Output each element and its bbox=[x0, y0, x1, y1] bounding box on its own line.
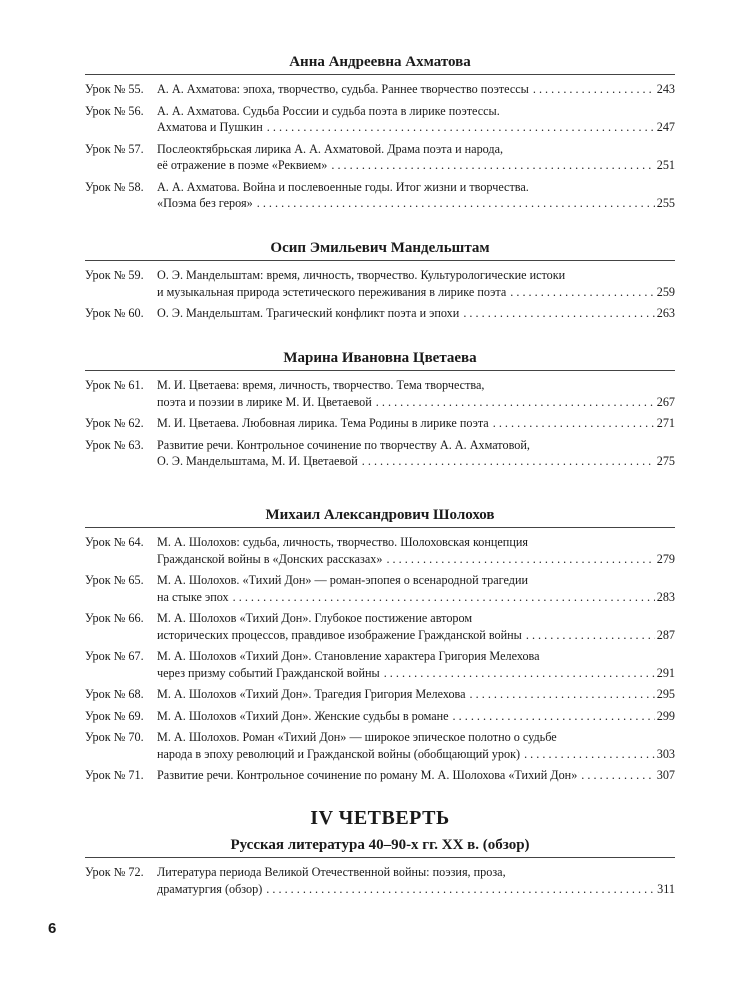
lesson-number: Урок № 66. bbox=[85, 611, 144, 625]
page-reference: 279 bbox=[656, 551, 675, 566]
toc-entry bbox=[85, 610, 675, 643]
toc-entry bbox=[85, 141, 675, 174]
lesson-number: Урок № 72. bbox=[85, 865, 144, 879]
lesson-title bbox=[157, 686, 675, 703]
toc-entry bbox=[85, 437, 675, 470]
dot-leader bbox=[489, 415, 655, 432]
section-title: Анна Андреевна Ахматова bbox=[289, 54, 471, 70]
entry-list bbox=[85, 74, 675, 212]
lesson-title-last-line bbox=[157, 551, 675, 568]
lesson-title-line: на стыке эпох bbox=[157, 589, 229, 604]
toc-entry bbox=[85, 81, 675, 98]
lesson-title bbox=[157, 572, 675, 605]
page-reference: 271 bbox=[656, 416, 675, 430]
dot-leader bbox=[253, 195, 655, 212]
toc-entry bbox=[85, 377, 675, 410]
toc-entry bbox=[85, 729, 675, 762]
lesson-number: Урок № 67. bbox=[85, 649, 144, 663]
page-reference: 251 bbox=[656, 158, 675, 172]
section-tsvetaeva bbox=[85, 346, 675, 503]
lesson-title-last-line bbox=[157, 686, 675, 703]
lesson-number: Урок № 60. bbox=[85, 306, 144, 320]
lesson-title bbox=[157, 305, 675, 322]
lesson-title-line: М. А. Шолохов «Тихий Дон». Трагедия Григория Мелехова bbox=[157, 687, 466, 701]
lesson-title-line: Развитие речи. Контрольное сочинение по творчеству А. А. Ахматовой, bbox=[157, 437, 530, 452]
dot-leader bbox=[466, 686, 655, 703]
lesson-title bbox=[157, 103, 675, 136]
lesson-number: Урок № 62. bbox=[85, 416, 144, 430]
dot-leader bbox=[529, 81, 655, 98]
lesson-title-line: О. Э. Мандельштам. Трагический конфликт поэта и эпохи bbox=[157, 306, 460, 320]
page-reference: 295 bbox=[656, 687, 675, 701]
page-reference: 275 bbox=[656, 454, 675, 468]
lesson-title-line: М. А. Шолохов «Тихий Дон». Женские судьбы в романе bbox=[157, 708, 449, 723]
toc-entry bbox=[85, 864, 675, 897]
lesson-title-line: Литература периода Великой Отечественной войны: поэзия, проза, bbox=[157, 865, 506, 879]
lesson-title-last-line bbox=[157, 119, 675, 136]
dot-leader bbox=[327, 157, 654, 174]
lesson-title-last-line bbox=[157, 627, 675, 644]
toc-entry bbox=[85, 103, 675, 136]
lesson-title-line: народа в эпоху революций и Гражданской войны (обобщающий урок) bbox=[157, 746, 521, 761]
lesson-title bbox=[157, 729, 675, 762]
lesson-title-last-line bbox=[157, 767, 675, 784]
entry-list bbox=[85, 857, 675, 897]
lesson-title-last-line bbox=[157, 157, 675, 174]
lesson-title-line: А. А. Ахматова: эпоха, творчество, судьба. Раннее творчество поэтессы bbox=[157, 82, 529, 96]
lesson-number: Урок № 71. bbox=[85, 768, 144, 782]
lesson-title-line: М. А. Шолохов: судьба, личность, творчество. Шолоховская концепция bbox=[157, 535, 528, 549]
toc-entry bbox=[85, 648, 675, 681]
lesson-title-last-line bbox=[157, 453, 675, 470]
lesson-title-last-line bbox=[157, 305, 675, 322]
lesson-title-last-line bbox=[157, 881, 675, 898]
lesson-number: Урок № 69. bbox=[85, 708, 144, 723]
lesson-title-line: М. А. Шолохов «Тихий Дон». Глубокое постижение автором bbox=[157, 611, 473, 625]
toc-entry bbox=[85, 534, 675, 567]
lesson-number: Урок № 63. bbox=[85, 437, 144, 452]
lesson-title-line: «Поэма без героя» bbox=[157, 196, 253, 210]
lesson-title bbox=[157, 534, 675, 567]
lesson-title bbox=[157, 437, 675, 470]
lesson-title-line: Послеоктябрьская лирика А. А. Ахматовой. Драма поэта и народа, bbox=[157, 141, 504, 156]
page-reference: 299 bbox=[656, 708, 675, 723]
lesson-title-line: через призму событий Гражданской войны bbox=[157, 665, 380, 680]
lesson-title-line: поэта и поэзии в лирике М. И. Цветаевой bbox=[157, 394, 372, 409]
dot-leader bbox=[229, 589, 655, 606]
lesson-title-line: О. Э. Мандельштам: время, личность, творчество. Культурологические истоки bbox=[157, 268, 566, 282]
lesson-number: Урок № 56. bbox=[85, 103, 144, 118]
entry-list bbox=[85, 370, 675, 470]
lesson-title-last-line bbox=[157, 708, 675, 725]
lesson-title-line: драматургия (обзор) bbox=[157, 881, 263, 896]
lesson-title bbox=[157, 141, 675, 174]
lesson-title-last-line bbox=[157, 81, 675, 98]
toc-entry bbox=[85, 305, 675, 322]
dot-leader bbox=[449, 708, 655, 725]
lesson-title-line: А. А. Ахматова. Судьба России и судьба поэта в лирике поэтессы. bbox=[157, 103, 500, 118]
lesson-number: Урок № 59. bbox=[85, 268, 144, 282]
page-reference: 311 bbox=[657, 881, 675, 896]
lesson-title-line: её отражение в поэме «Реквием» bbox=[157, 158, 328, 172]
quarter-title: IV ЧЕТВЕРТЬ bbox=[310, 807, 450, 829]
lesson-title-line: и музыкальная природа эстетического переживания в лирике поэта bbox=[157, 284, 507, 299]
dot-leader bbox=[506, 284, 654, 301]
lesson-title-last-line bbox=[157, 746, 675, 763]
lesson-title bbox=[157, 267, 675, 300]
dot-leader bbox=[577, 767, 654, 784]
toc-entry bbox=[85, 686, 675, 703]
page-reference: 263 bbox=[656, 306, 675, 320]
dot-leader bbox=[263, 119, 655, 136]
lesson-title-line: М. И. Цветаева. Любовная лирика. Тема Родины в лирике поэта bbox=[157, 416, 489, 430]
page-reference: 291 bbox=[656, 665, 675, 680]
lesson-number: Урок № 65. bbox=[85, 573, 144, 587]
section-title: Михаил Александрович Шолохов bbox=[265, 507, 495, 523]
toc-entry bbox=[85, 415, 675, 432]
page-reference: 287 bbox=[656, 627, 675, 642]
toc-entry bbox=[85, 708, 675, 725]
lesson-title bbox=[157, 377, 675, 410]
quarter-iv bbox=[85, 803, 675, 897]
lesson-title bbox=[157, 179, 675, 212]
lesson-title-line: М. А. Шолохов. «Тихий Дон» — роман-эпопея о всенародной трагедии bbox=[157, 573, 529, 587]
lesson-number: Урок № 58. bbox=[85, 179, 144, 194]
toc-entry bbox=[85, 572, 675, 605]
lesson-title-last-line bbox=[157, 195, 675, 212]
page-reference: 267 bbox=[656, 394, 675, 409]
dot-leader bbox=[262, 881, 655, 898]
toc-entry bbox=[85, 267, 675, 300]
lesson-title-line: Развитие речи. Контрольное сочинение по роману М. А. Шолохова «Тихий Дон» bbox=[157, 768, 578, 782]
page-number: 6 bbox=[48, 920, 57, 937]
dot-leader bbox=[372, 394, 655, 411]
page-reference: 243 bbox=[656, 82, 675, 96]
lesson-title-last-line bbox=[157, 665, 675, 682]
dot-leader bbox=[459, 305, 654, 322]
lesson-title-line: Гражданской войны в «Донских рассказах» bbox=[157, 551, 383, 566]
lesson-number: Урок № 61. bbox=[85, 378, 144, 392]
lesson-title-last-line bbox=[157, 589, 675, 606]
page-reference: 303 bbox=[656, 746, 675, 761]
lesson-title bbox=[157, 415, 675, 432]
section-mandelstam bbox=[85, 236, 675, 346]
dot-leader bbox=[358, 453, 655, 470]
page-reference: 259 bbox=[656, 284, 675, 299]
toc-entry bbox=[85, 767, 675, 784]
lesson-title-line: М. А. Шолохов. Роман «Тихий Дон» — широкое эпическое полотно о судьбе bbox=[157, 730, 557, 744]
lesson-title-line: А. А. Ахматова. Война и послевоенные годы. Итог жизни и творчества. bbox=[157, 179, 529, 194]
lesson-title bbox=[157, 708, 675, 725]
toc-entry bbox=[85, 179, 675, 212]
lesson-number: Урок № 64. bbox=[85, 535, 144, 549]
lesson-title-line: исторических процессов, правдивое изображение Гражданской войны bbox=[157, 627, 522, 642]
lesson-title-last-line bbox=[157, 415, 675, 432]
table-of-contents bbox=[85, 50, 675, 902]
lesson-title bbox=[157, 81, 675, 98]
lesson-number: Урок № 70. bbox=[85, 730, 144, 744]
section-title: Марина Ивановна Цветаева bbox=[283, 350, 477, 366]
lesson-title-line: М. И. Цветаева: время, личность, творчество. Тема творчества, bbox=[157, 378, 485, 392]
dot-leader bbox=[522, 627, 655, 644]
dot-leader bbox=[380, 665, 655, 682]
lesson-title-line: Ахматова и Пушкин bbox=[157, 120, 263, 134]
lesson-number: Урок № 68. bbox=[85, 687, 144, 701]
section-sholokhov bbox=[85, 503, 675, 803]
lesson-number: Урок № 55. bbox=[85, 82, 144, 96]
lesson-title-last-line bbox=[157, 394, 675, 411]
page-reference: 283 bbox=[656, 589, 675, 604]
section-title: Русская литература 40–90-х гг. XX в. (обзор) bbox=[230, 837, 530, 853]
lesson-title bbox=[157, 767, 675, 784]
lesson-number: Урок № 57. bbox=[85, 141, 144, 156]
entry-list bbox=[85, 260, 675, 322]
section-title: Осип Эмильевич Мандельштам bbox=[270, 240, 490, 256]
lesson-title bbox=[157, 610, 675, 643]
page-reference: 247 bbox=[656, 120, 675, 134]
entry-list bbox=[85, 527, 675, 784]
dot-leader bbox=[382, 551, 654, 568]
lesson-title-line: М. А. Шолохов «Тихий Дон». Становление характера Григория Мелехова bbox=[157, 649, 540, 663]
lesson-title-last-line bbox=[157, 284, 675, 301]
page-reference: 307 bbox=[656, 768, 675, 782]
lesson-title bbox=[157, 864, 675, 897]
lesson-title bbox=[157, 648, 675, 681]
lesson-title-line: О. Э. Мандельштама, М. И. Цветаевой bbox=[157, 454, 358, 468]
dot-leader bbox=[520, 746, 655, 763]
section-akhmatova bbox=[85, 50, 675, 236]
page-reference: 255 bbox=[656, 196, 675, 210]
